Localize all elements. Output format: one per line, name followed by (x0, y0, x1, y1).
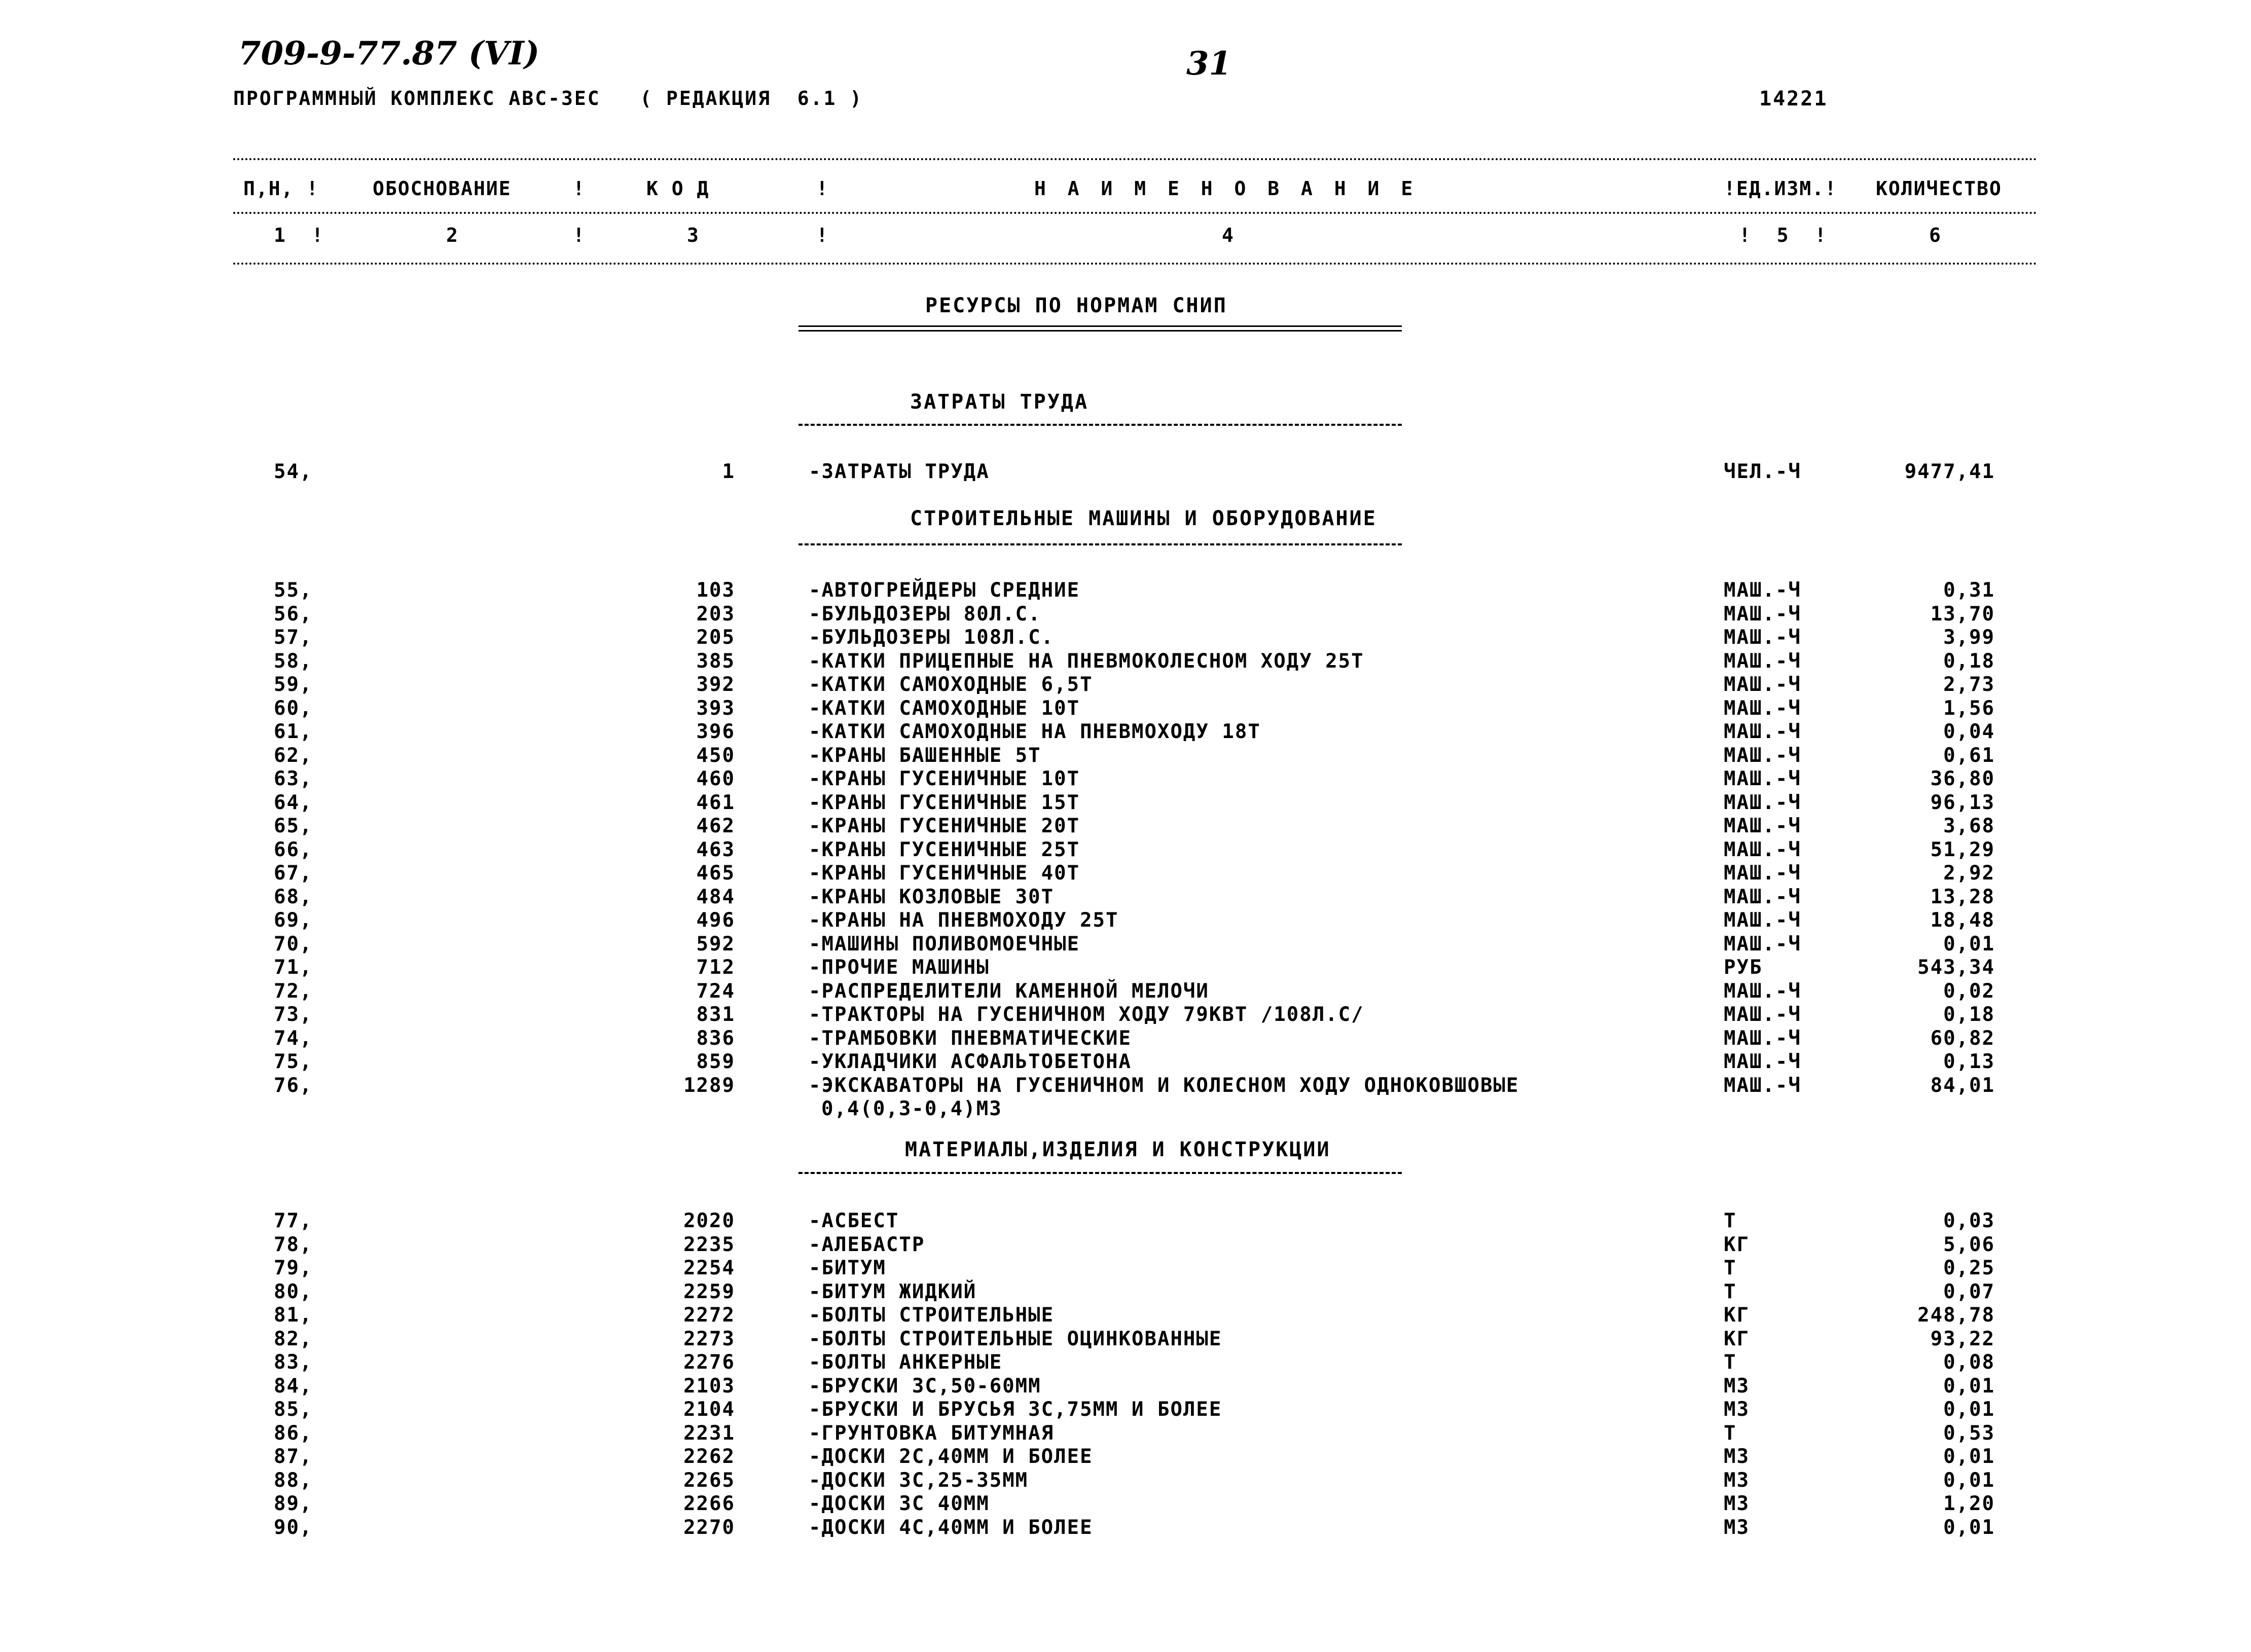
row-number: 58, (274, 649, 313, 673)
row-number: 54, (274, 460, 313, 483)
row-quantity: 36,80 (1930, 767, 1995, 790)
row-name: -КРАНЫ ГУСЕНИЧНЫЕ 20Т (809, 815, 1080, 837)
dashed-underline (798, 424, 1402, 426)
row-quantity: 18,48 (1930, 909, 1995, 932)
row-number: 83, (274, 1351, 313, 1374)
row-code: 392 (696, 673, 735, 696)
machines-title: СТРОИТЕЛЬНЫЕ МАШИНЫ И ОБОРУДОВАНИЕ (910, 507, 1377, 530)
row-name: -КАТКИ САМОХОДНЫЕ 10Т (809, 696, 1080, 720)
row-unit: МАШ.-Ч (1724, 791, 1801, 814)
row-code: 2266 (683, 1492, 735, 1515)
row-unit: МАШ.-Ч (1724, 1050, 1801, 1073)
row-unit: М3 (1724, 1374, 1750, 1398)
row-name: -БИТУМ (809, 1257, 886, 1279)
row-unit: КГ (1724, 1304, 1750, 1327)
row-number: 55, (274, 579, 313, 602)
row-code: 2254 (683, 1257, 735, 1279)
row-quantity: 3,68 (1943, 815, 1995, 837)
row-unit: Т (1724, 1421, 1737, 1445)
row-name: -ДОСКИ 4С,40ММ И БОЛЕЕ (809, 1516, 1093, 1539)
row-unit: Т (1724, 1257, 1737, 1279)
materials-title: МАТЕРИАЛЫ,ИЗДЕЛИЯ И КОНСТРУКЦИИ (905, 1138, 1331, 1161)
row-unit: М3 (1724, 1492, 1750, 1515)
row-unit: Т (1724, 1351, 1737, 1374)
row-quantity: 60,82 (1930, 1026, 1995, 1050)
colnum-3: 3 (687, 224, 700, 246)
row-number: 78, (274, 1233, 313, 1256)
colnum-5: ! 5 ! (1739, 224, 1828, 246)
separator-line (233, 212, 2038, 214)
row-quantity: 5,06 (1943, 1233, 1995, 1256)
row-number: 63, (274, 767, 313, 790)
row-name: -КАТКИ САМОХОДНЫЕ 6,5Т (809, 673, 1093, 696)
software-title: ПРОГРАММНЫЙ КОМПЛЕКС АВС-3ЕС ( РЕДАКЦИЯ 6.1 ) (233, 87, 863, 109)
row-number: 56, (274, 602, 313, 626)
row-name: -КРАНЫ НА ПНЕВМОХОДУ 25Т (809, 909, 1119, 932)
row-number: 59, (274, 673, 313, 696)
row-number: 89, (274, 1492, 313, 1515)
row-quantity: 0,03 (1943, 1209, 1995, 1232)
row-number: 69, (274, 909, 313, 932)
row-quantity: 0,01 (1943, 1516, 1995, 1539)
separator-line (233, 158, 2038, 160)
row-quantity: 2,92 (1943, 862, 1995, 885)
row-code: 385 (696, 649, 735, 673)
row-name: -МАШИНЫ ПОЛИВОМОЕЧНЫЕ (809, 932, 1080, 956)
row-quantity: 93,22 (1930, 1327, 1995, 1350)
row-name: -ГРУНТОВКА БИТУМНАЯ (809, 1421, 1055, 1445)
row-name: -КРАНЫ ГУСЕНИЧНЫЕ 25Т (809, 838, 1080, 861)
row-number: 77, (274, 1209, 313, 1232)
row-unit: МАШ.-Ч (1724, 673, 1801, 696)
row-name: -ДОСКИ 3С,25-35ММ (809, 1469, 1029, 1492)
row-number: 79, (274, 1257, 313, 1279)
row-number: 85, (274, 1398, 313, 1421)
row-number: 70, (274, 932, 313, 956)
col-code: К О Д (646, 177, 710, 200)
row-name: -КРАНЫ ГУСЕНИЧНЫЕ 40Т (809, 862, 1080, 885)
row-quantity: 0,18 (1943, 649, 1995, 673)
row-code: 2259 (683, 1280, 735, 1303)
col-sep-1: ! (573, 177, 586, 200)
row-code: 465 (696, 862, 735, 885)
row-name: -БОЛТЫ СТРОИТЕЛЬНЫЕ ОЦИНКОВАННЫЕ (809, 1327, 1222, 1350)
row-code: 484 (696, 885, 735, 908)
row-number: 84, (274, 1374, 313, 1398)
row-number: 68, (274, 885, 313, 908)
row-unit: Т (1724, 1209, 1737, 1232)
row-name: -ДОСКИ 3С 40ММ (809, 1492, 990, 1515)
row-code: 460 (696, 767, 735, 790)
row-name: -ЗАТРАТЫ ТРУДА (809, 460, 990, 483)
row-number: 57, (274, 626, 313, 649)
row-unit: МАШ.-Ч (1724, 720, 1801, 743)
row-unit: М3 (1724, 1398, 1750, 1421)
row-code: 724 (696, 979, 735, 1003)
row-unit: МАШ.-Ч (1724, 602, 1801, 626)
row-code: 831 (696, 1003, 735, 1026)
row-quantity: 13,28 (1930, 885, 1995, 908)
row-quantity: 0,01 (1943, 1445, 1995, 1468)
row-quantity: 0,04 (1943, 720, 1995, 743)
row-name: -БУЛЬДОЗЕРЫ 108Л.С. (809, 626, 1055, 649)
row-code: 393 (696, 696, 735, 720)
row-quantity: 0,08 (1943, 1351, 1995, 1374)
row-unit: МАШ.-Ч (1724, 696, 1801, 720)
row-code: 859 (696, 1050, 735, 1073)
row-quantity: 3,99 (1943, 626, 1995, 649)
row-name: -КРАНЫ ГУСЕНИЧНЫЕ 10Т (809, 767, 1080, 790)
row-code: 2272 (683, 1304, 735, 1327)
row-number: 65, (274, 815, 313, 837)
row-unit: МАШ.-Ч (1724, 1026, 1801, 1050)
row-number: 90, (274, 1516, 313, 1539)
row-number: 88, (274, 1469, 313, 1492)
col-qty: КОЛИЧЕСТВО (1876, 177, 2002, 200)
row-name: -ЭКСКАВАТОРЫ НА ГУСЕНИЧНОМ И КОЛЕСНОМ ХОДУ ОДНОКОВШОВЫЕ (809, 1074, 1519, 1097)
row-name: -ДОСКИ 2С,40ММ И БОЛЕЕ (809, 1445, 1093, 1468)
row-unit: Т (1724, 1280, 1737, 1303)
row-code: 2235 (683, 1233, 735, 1256)
colnum-6: 6 (1929, 224, 1942, 246)
row-code: 2020 (683, 1209, 735, 1232)
row-quantity: 0,01 (1943, 1398, 1995, 1421)
row-number: 82, (274, 1327, 313, 1350)
row-quantity: 1,20 (1943, 1492, 1995, 1515)
row-code: 1289 (683, 1074, 735, 1097)
row-quantity: 13,70 (1930, 602, 1995, 626)
row-quantity: 0,53 (1943, 1421, 1995, 1445)
row-quantity: 84,01 (1930, 1074, 1995, 1097)
row-number: 87, (274, 1445, 313, 1468)
row-code: 496 (696, 909, 735, 932)
row-unit: МАШ.-Ч (1724, 579, 1801, 602)
row-quantity: 96,13 (1930, 791, 1995, 814)
row-number: 80, (274, 1280, 313, 1303)
row-quantity: 0,25 (1943, 1257, 1995, 1279)
row-code: 1 (722, 460, 735, 483)
separator-line (233, 263, 2038, 265)
row-name: -БОЛТЫ СТРОИТЕЛЬНЫЕ (809, 1304, 1055, 1327)
row-name: -КРАНЫ КОЗЛОВЫЕ 30Т (809, 885, 1055, 908)
row-name: -БУЛЬДОЗЕРЫ 80Л.С. (809, 602, 1041, 626)
row-unit: МАШ.-Ч (1724, 767, 1801, 790)
row-unit: МАШ.-Ч (1724, 862, 1801, 885)
row-number: 73, (274, 1003, 313, 1026)
row-number: 67, (274, 862, 313, 885)
row-unit: М3 (1724, 1445, 1750, 1468)
code-right: 14221 (1759, 87, 1828, 111)
row-code: 2273 (683, 1327, 735, 1350)
colnum-1: 1 ! (274, 224, 324, 246)
row-quantity: 0,61 (1943, 744, 1995, 767)
colnum-sep-2: ! (816, 224, 829, 246)
row-quantity: 0,13 (1943, 1050, 1995, 1073)
row-number: 64, (274, 791, 313, 814)
row-code: 2265 (683, 1469, 735, 1492)
colnum-sep-1: ! (573, 224, 586, 246)
row-code: 103 (696, 579, 735, 602)
row-quantity: 51,29 (1930, 838, 1995, 861)
row-number: 62, (274, 744, 313, 767)
dashed-underline (798, 1172, 1402, 1174)
row-unit: МАШ.-Ч (1724, 1074, 1801, 1097)
row-code: 205 (696, 626, 735, 649)
col-sep-2: ! (816, 177, 829, 200)
row-name: -КРАНЫ БАШЕННЫЕ 5Т (809, 744, 1041, 767)
row-quantity: 0,07 (1943, 1280, 1995, 1303)
row-unit: МАШ.-Ч (1724, 815, 1801, 837)
row-unit: М3 (1724, 1516, 1750, 1539)
row-code: 2231 (683, 1421, 735, 1445)
row-number: 60, (274, 696, 313, 720)
row-name: -АСБЕСТ (809, 1209, 899, 1232)
row-name: -АЛЕБАСТР (809, 1233, 925, 1256)
row-name: -ПРОЧИЕ МАШИНЫ (809, 956, 990, 979)
row-name: -КАТКИ ПРИЦЕПНЫЕ НА ПНЕВМОКОЛЕСНОМ ХОДУ 25Т (809, 649, 1364, 673)
row-quantity: 248,78 (1917, 1304, 1995, 1327)
row-name: -БИТУМ ЖИДКИЙ (809, 1280, 977, 1303)
row-quantity: 0,31 (1943, 579, 1995, 602)
col-unit: !ЕД.ИЗМ.! (1724, 177, 1837, 200)
row-code: 2104 (683, 1398, 735, 1421)
row-name: -ТРАКТОРЫ НА ГУСЕНИЧНОМ ХОДУ 79КВТ /108Л.С/ (809, 1003, 1364, 1026)
row-unit: РУБ (1724, 956, 1763, 979)
row-number: 75, (274, 1050, 313, 1073)
row-code: 2262 (683, 1445, 735, 1468)
row-unit: МАШ.-Ч (1724, 744, 1801, 767)
row-number: 72, (274, 979, 313, 1003)
row-quantity: 0,02 (1943, 979, 1995, 1003)
row-unit: МАШ.-Ч (1724, 1003, 1801, 1026)
row-quantity: 0,01 (1943, 1374, 1995, 1398)
row-number: 71, (274, 956, 313, 979)
row-code: 396 (696, 720, 735, 743)
row-code: 203 (696, 602, 735, 626)
row-code: 836 (696, 1026, 735, 1050)
row-name: -КРАНЫ ГУСЕНИЧНЫЕ 15Т (809, 791, 1080, 814)
row-code: 2103 (683, 1374, 735, 1398)
row-unit: ЧЕЛ.-Ч (1724, 460, 1801, 483)
row-number: 81, (274, 1304, 313, 1327)
dashed-underline (798, 543, 1402, 545)
row-quantity: 1,56 (1943, 696, 1995, 720)
row-quantity: 0,01 (1943, 932, 1995, 956)
row-name: -БОЛТЫ АНКЕРНЫЕ (809, 1351, 1003, 1374)
row-quantity: 9477,41 (1904, 460, 1995, 483)
row-name: -БРУСКИ И БРУСЬЯ 3С,75ММ И БОЛЕЕ (809, 1398, 1222, 1421)
colnum-2: 2 (446, 224, 459, 246)
row-unit: М3 (1724, 1469, 1750, 1492)
row-unit: МАШ.-Ч (1724, 626, 1801, 649)
row-code: 592 (696, 932, 735, 956)
page-number: 31 (1186, 45, 1232, 83)
resources-title: РЕСУРСЫ ПО НОРМАМ СНИП (925, 294, 1227, 317)
row-number: 66, (274, 838, 313, 861)
row-code: 461 (696, 791, 735, 814)
col-name: Н А И М Е Н О В А Н И Е (1034, 177, 1418, 200)
double-underline (798, 325, 1402, 332)
row-name: -УКЛАДЧИКИ АСФАЛЬТОБЕТОНА (809, 1050, 1132, 1073)
row-unit: КГ (1724, 1233, 1750, 1256)
row-code: 463 (696, 838, 735, 861)
row-name: -РАСПРЕДЕЛИТЕЛИ КАМЕННОЙ МЕЛОЧИ (809, 979, 1209, 1003)
col-basis: ОБОСНОВАНИЕ (373, 177, 512, 200)
row-unit: МАШ.-Ч (1724, 979, 1801, 1003)
row-code: 450 (696, 744, 735, 767)
row-name: -КАТКИ САМОХОДНЫЕ НА ПНЕВМОХОДУ 18Т (809, 720, 1261, 743)
row-quantity: 543,34 (1917, 956, 1995, 979)
row-number: 86, (274, 1421, 313, 1445)
row-unit: КГ (1724, 1327, 1750, 1350)
row-number: 76, (274, 1074, 313, 1097)
row-quantity: 0,01 (1943, 1469, 1995, 1492)
row-code: 2270 (683, 1516, 735, 1539)
row-code: 712 (696, 956, 735, 979)
row-unit: МАШ.-Ч (1724, 932, 1801, 956)
row-quantity: 0,18 (1943, 1003, 1995, 1026)
row-number: 61, (274, 720, 313, 743)
row-number: 74, (274, 1026, 313, 1050)
row-unit: МАШ.-Ч (1724, 909, 1801, 932)
row-unit: МАШ.-Ч (1724, 838, 1801, 861)
row-name: -БРУСКИ 3С,50-60ММ (809, 1374, 1041, 1398)
row-name: -АВТОГРЕЙДЕРЫ СРЕДНИЕ (809, 579, 1080, 602)
document-code: 709-9-77.87 (VI) (238, 34, 540, 72)
labor-title: ЗАТРАТЫ ТРУДА (910, 390, 1089, 414)
row-name: -ТРАМБОВКИ ПНЕВМАТИЧЕСКИЕ (809, 1026, 1132, 1050)
row-code: 462 (696, 815, 735, 837)
row-unit: МАШ.-Ч (1724, 649, 1801, 673)
row-quantity: 2,73 (1943, 673, 1995, 696)
row-name-continued: 0,4(0,3-0,4)М3 (821, 1097, 1002, 1120)
colnum-4: 4 (1222, 224, 1235, 246)
row-code: 2276 (683, 1351, 735, 1374)
row-unit: МАШ.-Ч (1724, 885, 1801, 908)
col-pn: П,Н, ! (243, 177, 319, 200)
